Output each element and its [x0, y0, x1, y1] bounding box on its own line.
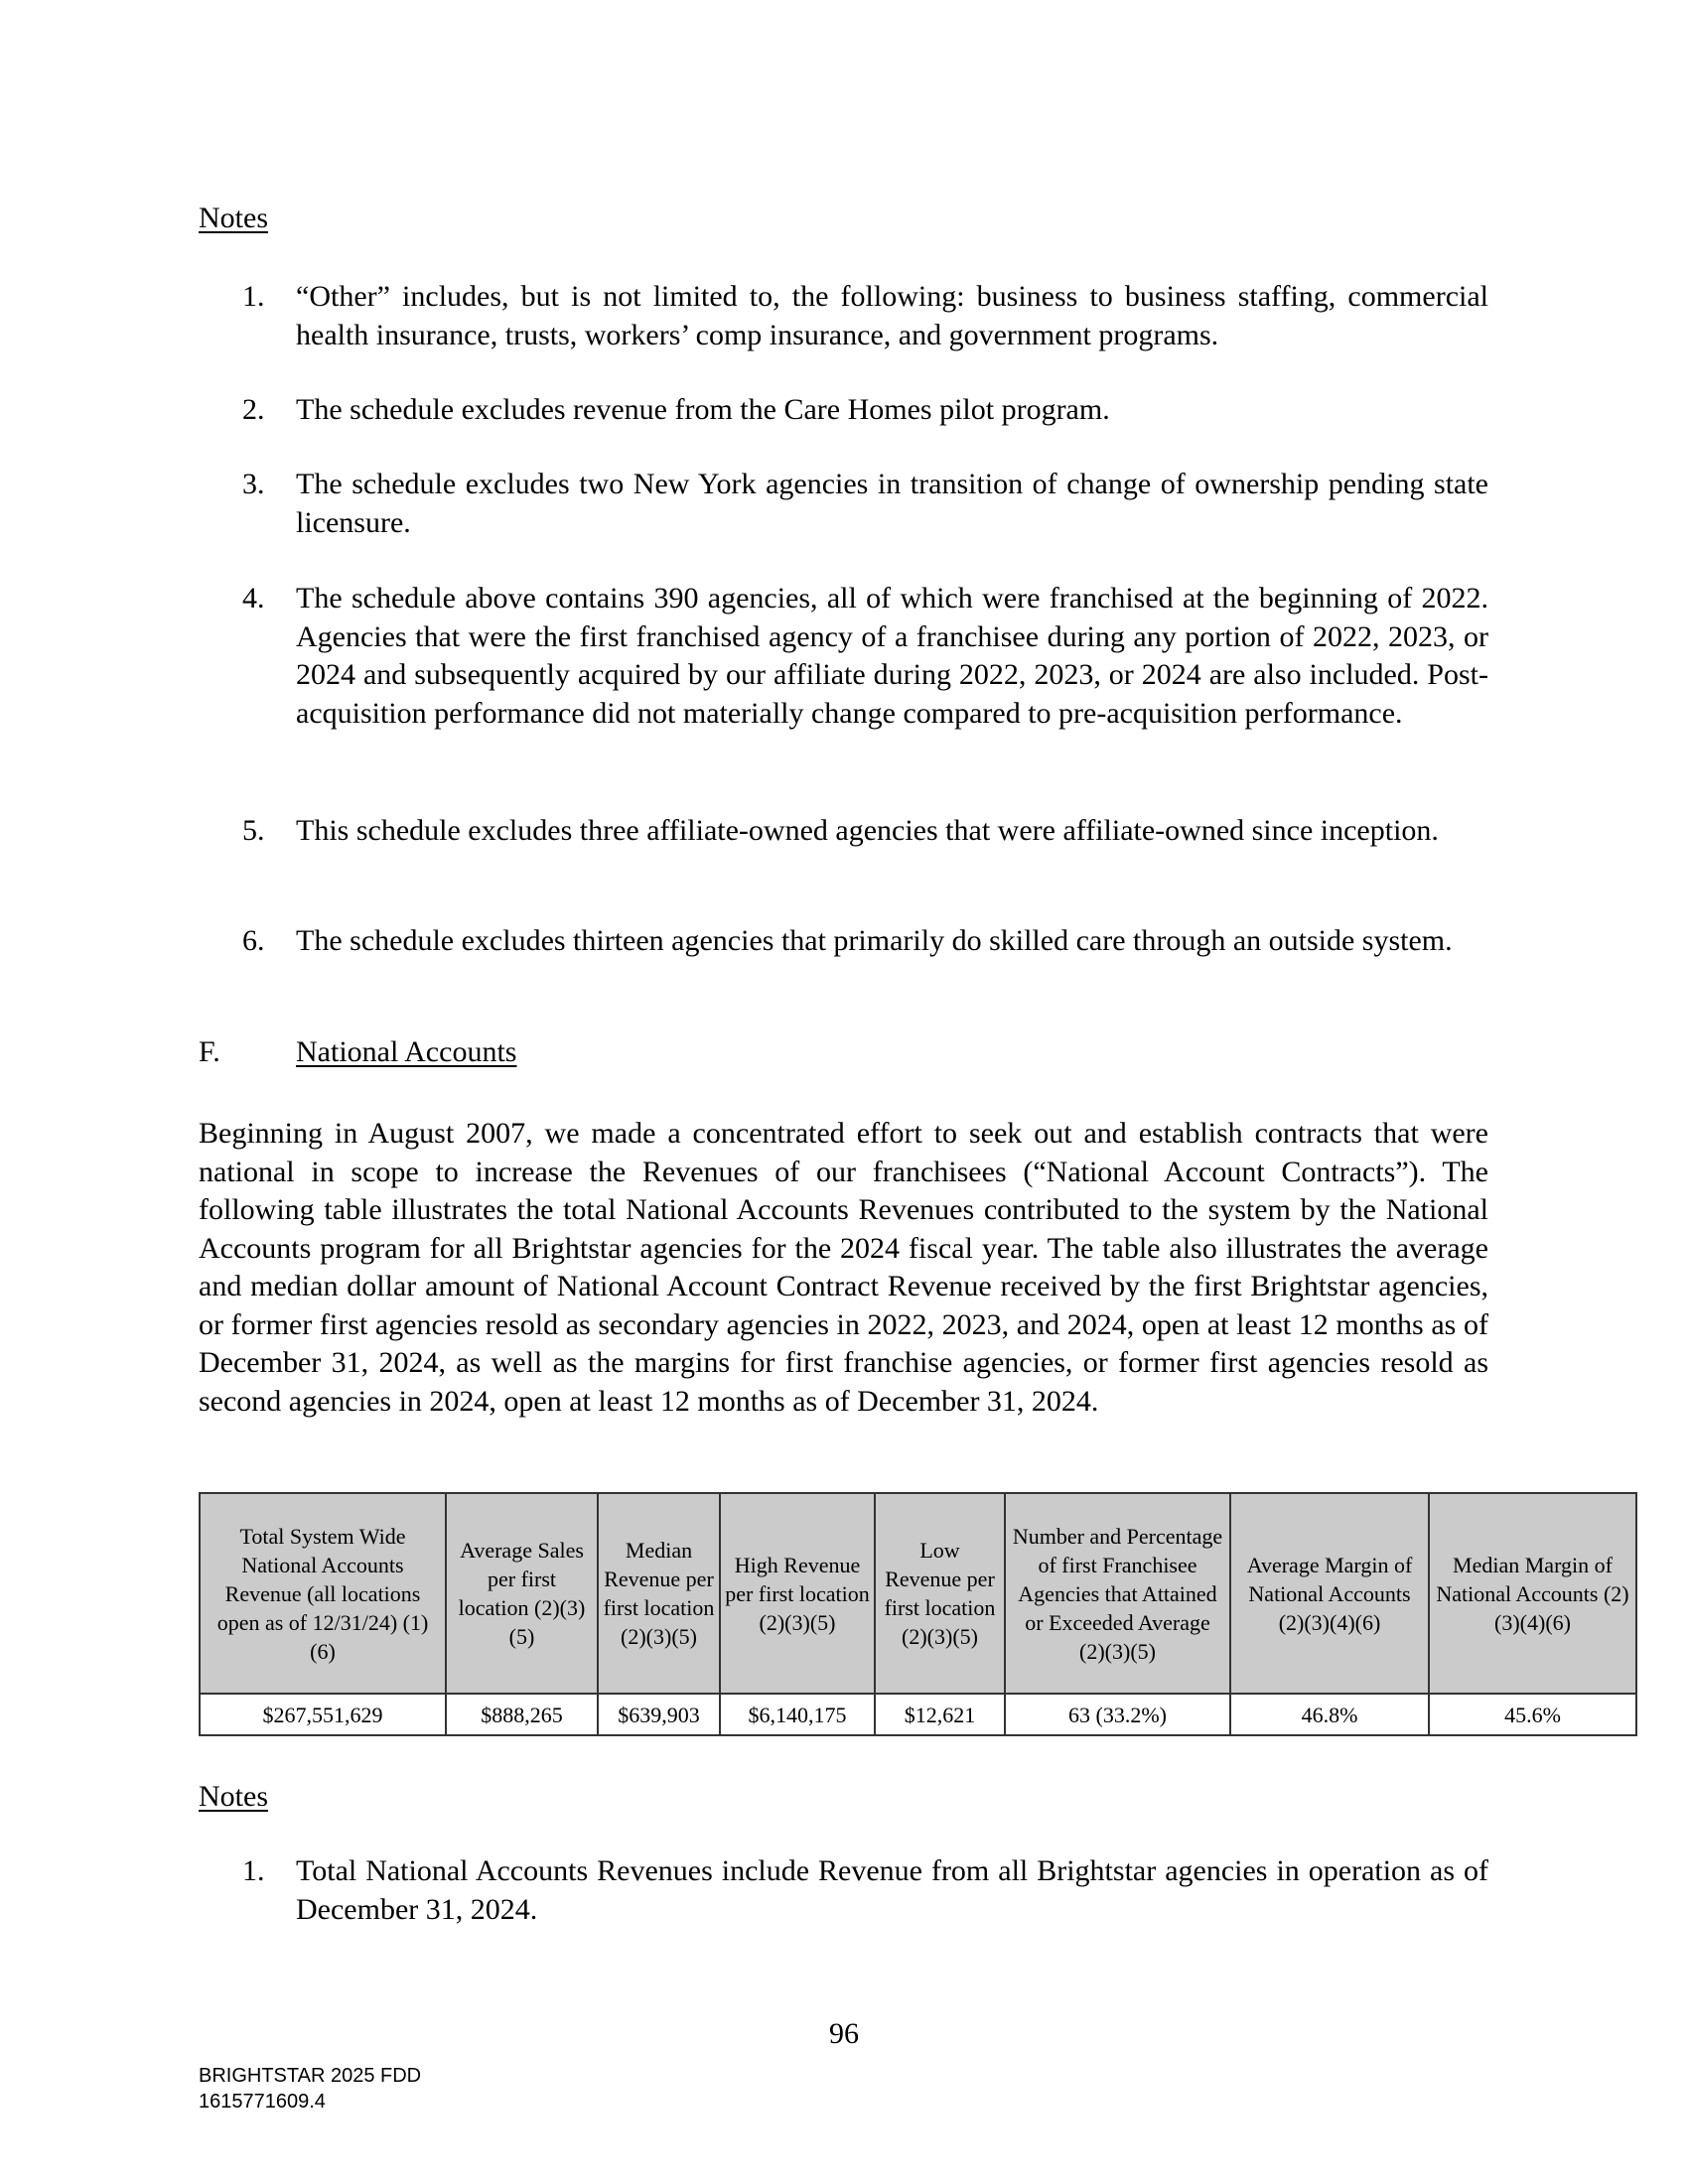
note-item-3 [199, 466, 1488, 542]
note-item-6 [199, 922, 1488, 961]
note-item-2 [199, 391, 1488, 430]
note-item-5 [199, 812, 1488, 851]
note-number: 1. [242, 1854, 265, 1887]
cell-median-revenue: $639,903 [598, 1694, 720, 1735]
cell-average-sales: $888,265 [446, 1694, 598, 1735]
note-text: The schedule excludes two New York agencies in transition of change of ownership pending state licensure. [296, 468, 1488, 539]
note-text: “Other” includes, but is not limited to, the following: business to business staffing, commercial health insurance, trusts, workers’ comp insurance, and government programs. [296, 280, 1488, 351]
notes-heading-bottom: Notes [199, 1780, 268, 1813]
note-number: 5. [242, 814, 265, 847]
note-text: The schedule excludes revenue from the Care Homes pilot program. [296, 393, 1110, 426]
cell-high-revenue: $6,140,175 [720, 1694, 875, 1735]
cell-average-margin: 46.8% [1230, 1694, 1429, 1735]
cell-median-margin: 45.6% [1429, 1694, 1636, 1735]
header-high-revenue: High Revenue per first location (2)(3)(5) [720, 1493, 875, 1694]
table-header-row [200, 1493, 1636, 1694]
note-number: 1. [242, 280, 265, 313]
header-median-revenue: Median Revenue per first location (2)(3)(5) [598, 1493, 720, 1694]
section-letter: F. [199, 1035, 220, 1068]
header-average-sales: Average Sales per first location (2)(3)(5) [446, 1493, 598, 1694]
header-median-margin: Median Margin of National Accounts (2)(3)(4)(6) [1429, 1493, 1636, 1694]
note-text: The schedule excludes thirteen agencies that primarily do skilled care through an outside system. [296, 924, 1453, 957]
header-total-revenue: Total System Wide National Accounts Revenue (all locations open as of 12/31/24) (1)(6) [200, 1493, 446, 1694]
cell-low-revenue: $12,621 [875, 1694, 1005, 1735]
note-number: 3. [242, 468, 265, 500]
header-number-percentage: Number and Percentage of first Franchisee Agencies that Attained or Exceeded Average (2)(3)(5) [1005, 1493, 1230, 1694]
notes-heading: Notes [199, 202, 268, 234]
cell-number-percentage: 63 (33.2%) [1005, 1694, 1230, 1735]
note-text: This schedule excludes three affiliate-owned agencies that were affiliate-owned since inception. [296, 814, 1439, 847]
note-number: 4. [242, 582, 265, 614]
section-paragraph: Beginning in August 2007, we made a concentrated effort to seek out and establish contracts that were national in scope to increase the Revenues of our franchisees (“National Account Contracts”). The following table illustrates the total National Accounts Revenues contributed to the system by the National Accounts program for all Brightstar agencies for the 2024 fiscal year. The table also illustrates the average and median dollar amount of National Account Contract Revenue received by the first Brightstar agencies, or former first agencies resold as secondary agencies in 2022, 2023, and 2024, open at least 12 months as of December 31, 2024, as well as the margins for first franchise agencies, or former first agencies resold as second agencies in 2024, open at least 12 months as of December 31, 2024. [199, 1117, 1488, 1418]
national-accounts-table [199, 1492, 1637, 1736]
cell-total-revenue: $267,551,629 [200, 1694, 446, 1735]
note-item-4 [199, 580, 1488, 733]
section-title: National Accounts [296, 1035, 517, 1068]
note-text: The schedule above contains 390 agencies, all of which were franchised at the beginning of 2022. Agencies that were the first franchised agency of a franchisee during any portion of 2022, 2023, or 2024 and subsequently acquired by our affiliate during 2022, 2023, or 2024 are also included. Post-acquisition performance did not materially change compared to pre-acquisition performance. [296, 582, 1488, 730]
note-text: Total National Accounts Revenues include Revenue from all Brightstar agencies in operation as of December 31, 2024. [296, 1854, 1488, 1926]
header-low-revenue: Low Revenue per first location (2)(3)(5) [875, 1493, 1005, 1694]
bottom-note-item-1 [199, 1852, 1488, 1929]
note-number: 2. [242, 393, 265, 426]
note-item-1 [199, 278, 1488, 354]
footer-doc-id: 1615771609.4 [199, 2091, 326, 2113]
page-number: 96 [829, 2017, 859, 2050]
footer-doc-title: BRIGHTSTAR 2025 FDD [199, 2065, 422, 2087]
table-row [200, 1694, 1636, 1735]
header-average-margin: Average Margin of National Accounts (2)(3)(4)(6) [1230, 1493, 1429, 1694]
note-number: 6. [242, 924, 265, 957]
